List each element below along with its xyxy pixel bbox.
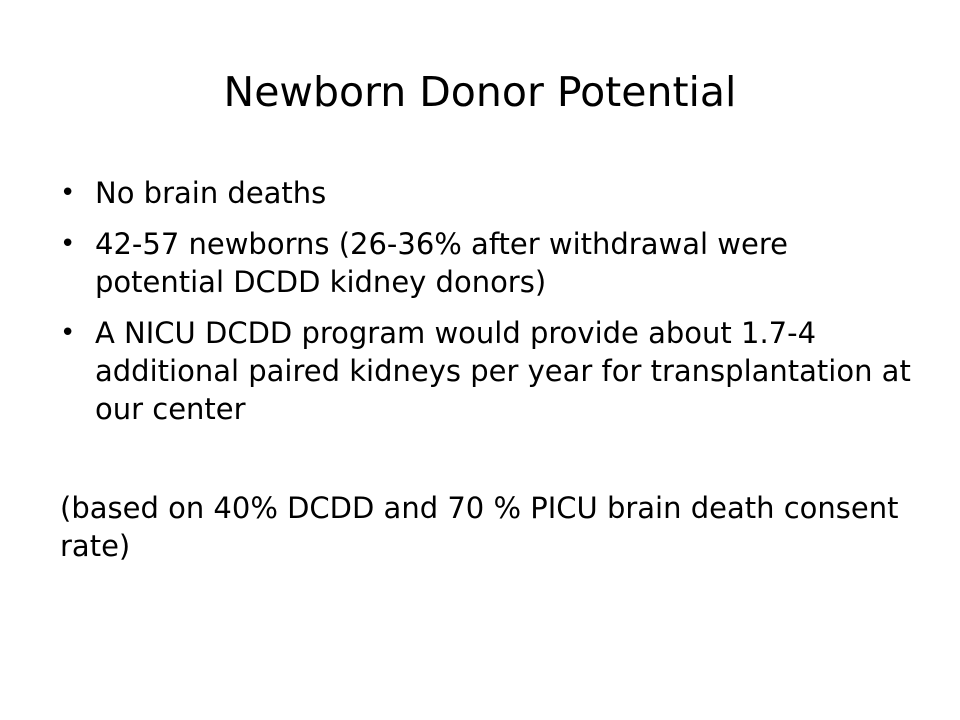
bullet-text: No brain deaths [95,176,327,210]
bullet-icon: • [60,229,76,259]
slide-body [60,174,920,565]
bullet-text: A NICU DCDD program would provide about 1.7-4 additional paired kidneys per year for transplantation at our center [95,316,911,426]
bullet-item-no-brain-deaths [60,174,920,212]
slide-title: Newborn Donor Potential [223,68,737,116]
bullet-list [60,174,920,428]
bullet-text: 42-57 newborns (26-36% after withdrawal were potential DCDD kidney donors) [95,227,788,299]
footnote: (based on 40% DCDD and 70 % PICU brain death consent rate) [60,491,899,563]
bullet-item-nicu-program [60,314,920,428]
bullet-icon: • [60,318,76,348]
bullet-item-newborns [60,225,920,301]
bullet-icon: • [60,178,76,208]
